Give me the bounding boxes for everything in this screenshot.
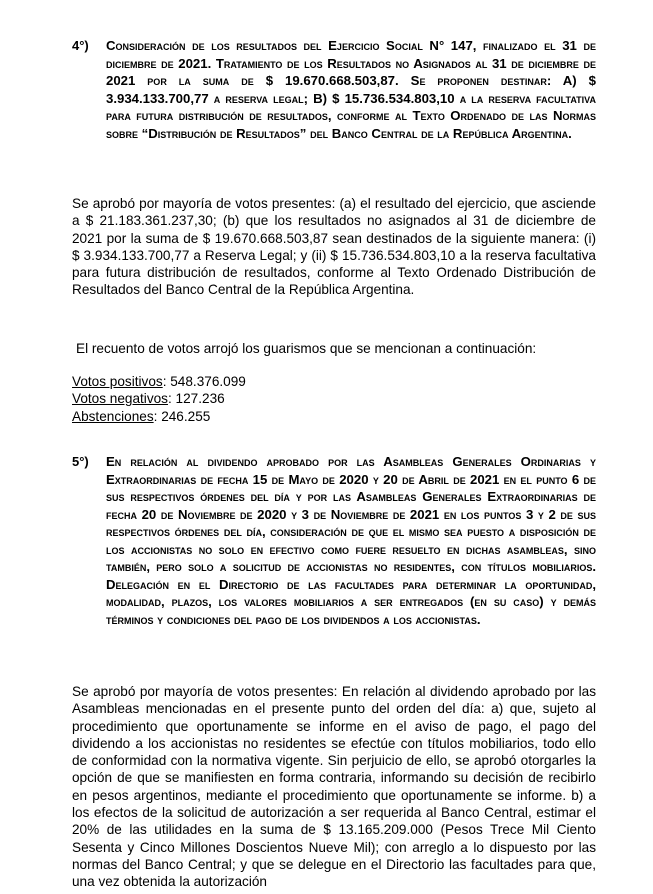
vote-results xyxy=(72,373,246,425)
vote-row-negative: Votos negativos: 127.236 xyxy=(72,391,225,407)
vote-value: 548.376.099 xyxy=(170,374,246,389)
vote-label: Abstenciones xyxy=(72,408,154,424)
vote-value: 246.255 xyxy=(161,408,211,424)
vote-count-intro: El recuento de votos arrojó los guarismos que se mencionan a continuación: xyxy=(76,341,537,356)
vote-value: 127.236 xyxy=(175,391,225,407)
item-number: 5°) xyxy=(72,454,89,469)
agenda-item-5 xyxy=(72,453,596,628)
vote-row-positive: Votos positivos: 548.376.099 xyxy=(72,374,246,389)
item-heading: Consideración de los resultados del Ejercicio Social N° 147, finalizado el 31 de diciembre de 2021. Tratamiento de los Resultados no Asignados al 31 de diciembre de 2021 por la suma de $ 19.670.668.503,87. Se proponen destinar: A) $ 3.934.133.700,77 a reserva legal; B) $ 15.736.534.803,10 a la reserva facultativa para futura distribución de resultados, conforme al Texto Ordenado de las Normas sobre “Distribución de Resultados” del Banco Central de la República Argentina. xyxy=(106,38,596,141)
item-number: 4°) xyxy=(72,38,89,53)
vote-label: Votos positivos xyxy=(72,374,163,389)
agenda-item-4 xyxy=(72,37,596,142)
item-5-resolution: Se aprobó por mayoría de votos presentes: En relación al dividendo aprobado por las Asambleas mencionadas en el presente punto del orden del día: a) que, sujeto al procedimiento que oportunamente se informe en el aviso de pago, el pago del dividendo a los accionistas no residentes se efectúe con títulos mobiliarios, todo ello de conformidad con la normativa vigente. Sin perjuicio de ello, se aprobó otorgarles la opción de que se manifiesten en forma contraria, informando su decisión de recibirlo en pesos argentinos, mediante el procedimiento que oportunamente se informe. b) a los efectos de la solicitud de autorización a ser requerida al Banco Central, estimar el 20% de las utilidades en la suma de $ 13.165.209.000 (Pesos Trece Mil Ciento Sesenta y Cinco Millones Doscientos Nueve Mil); con arreglo a lo dispuesto por las normas del Banco Central; y que se delegue en el Directorio las facultades para que, una vez obtenida la autorización xyxy=(72,684,596,890)
vote-label: Votos negativos xyxy=(72,391,168,407)
item-heading: En relación al dividendo aprobado por las Asambleas Generales Ordinarias y Extraordinarias de fecha 15 de Mayo de 2020 y 20 de Abril de 2021 en el punto 6 de sus respectivos órdenes del día y por las Asambleas Generales Extraordinarias de fecha 20 de Noviembre de 2020 y 3 de Noviembre de 2021 en los puntos 3 y 2 de sus respectivos órdenes del día, consideración de que el mismo sea puesto a disposición de los accionistas no solo en efectivo como fuere resuelto en dichas asambleas, sino también, pero solo a solicitud de accionistas no residentes, con títulos mobiliarios. Delegación en el Directorio de las facultades para determinar la oportunidad, modalidad, plazos, los valores mobiliarios a ser entregados (en su caso) y demás términos y condiciones del pago de los dividendos a los accionistas. xyxy=(106,454,596,627)
vote-row-abstentions: Abstenciones: 246.255 xyxy=(72,408,211,424)
item-4-resolution: Se aprobó por mayoría de votos presentes: (a) el resultado del ejercicio, que asciende a $ 21.183.361.237,30; (b) que los resultados no asignados al 31 de diciembre de 2021 por la suma de $ 19.670.668.503,87 sean destinados de la siguiente manera: (i) $ 3.934.133.700,77 a Reserva Legal; y (ii) $ 15.736.534.803,10 a la reserva facultativa para futura distribución de resultados, conforme al Texto Ordenado Distribución de Resultados del Banco Central de la República Argentina. xyxy=(72,196,596,298)
